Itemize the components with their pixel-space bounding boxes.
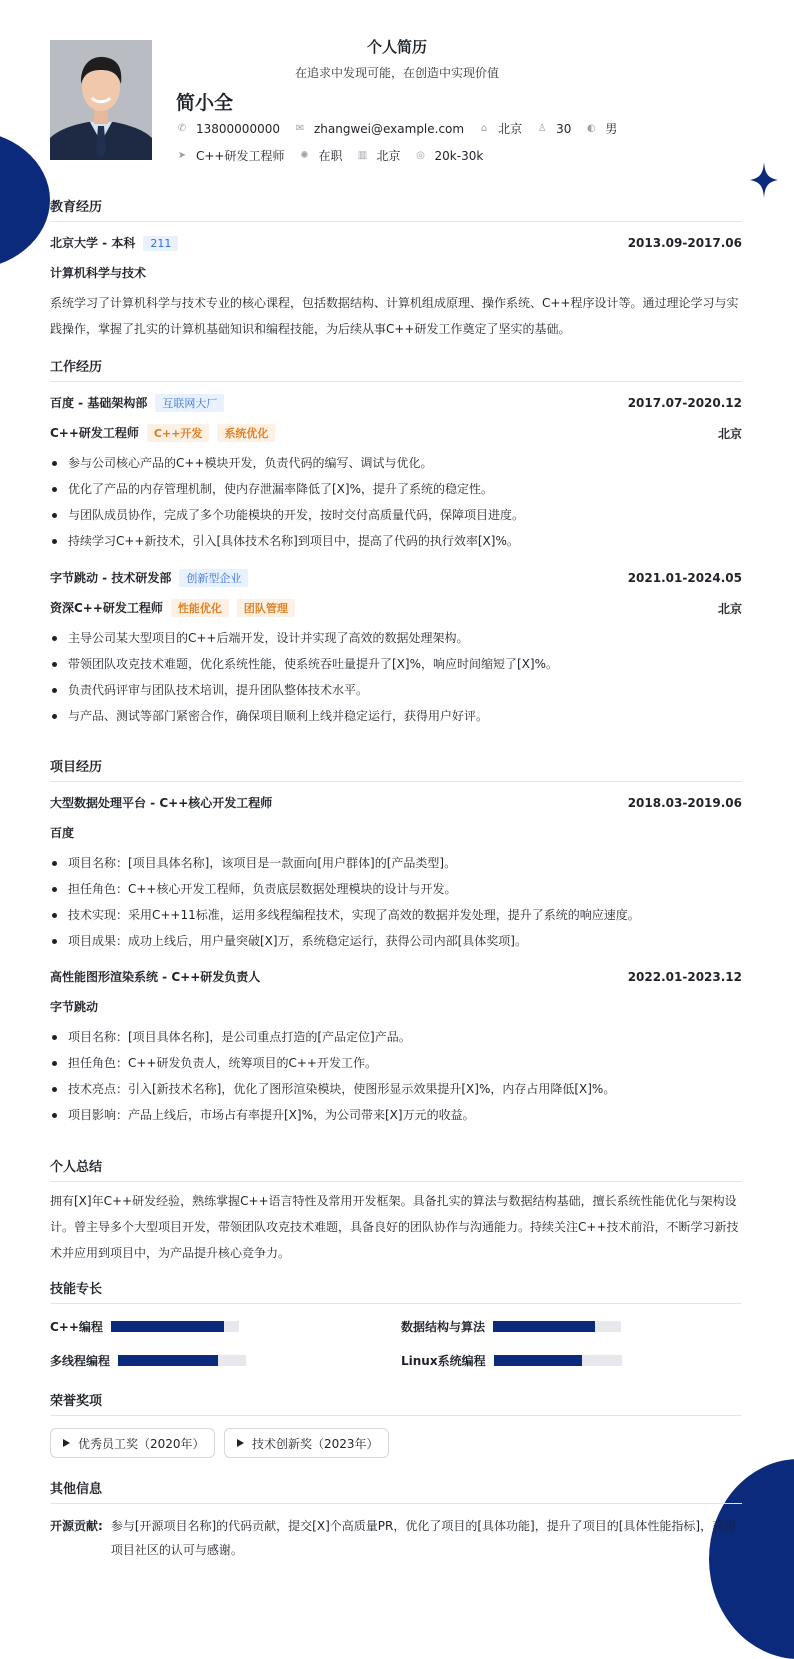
email-text: zhangwei@example.com	[313, 121, 465, 136]
section-title-other: 其他信息	[50, 1478, 742, 1504]
work-role-row	[50, 424, 742, 442]
skills-section	[50, 1278, 742, 1368]
skill-name: 数据结构与算法	[401, 1320, 486, 1334]
award-label: 技术创新奖（2023年）	[252, 1436, 379, 1451]
job-target-text: C++研发工程师	[196, 149, 285, 163]
decor-circle-top-left	[0, 130, 50, 270]
section-title-summary: 个人总结	[50, 1156, 742, 1182]
location-text: 北京	[498, 122, 523, 136]
skill-bar	[493, 1321, 621, 1332]
school-name: 北京大学 - 本科	[50, 236, 136, 250]
company-name: 字节跳动 - 技术研发部	[50, 571, 172, 585]
section-title-education: 教育经历	[50, 196, 742, 222]
skill-bar-fill	[118, 1355, 218, 1366]
motto: 在追求中发现可能，在创造中实现价值	[294, 66, 499, 80]
school-tag: 211	[143, 236, 178, 251]
list-item: 项目名称：[项目具体名称]，是公司重点打造的[产品定位]产品。	[50, 1024, 742, 1050]
skill-tag: 团队管理	[237, 599, 295, 617]
phone-text: 13800000000	[196, 121, 280, 136]
work-city: 北京	[717, 426, 742, 441]
work-bullets	[50, 450, 742, 554]
skill-item	[401, 1318, 621, 1335]
skill-item	[50, 1318, 239, 1335]
list-item: 担任角色：C++研发负责人，统筹项目的C++开发工作。	[50, 1050, 742, 1076]
list-item: 持续学习C++新技术，引入[具体技术名称]到项目中，提高了代码的执行效率[X]%。	[50, 528, 742, 554]
job-role: 资深C++研发工程师	[50, 601, 163, 615]
section-title-work: 工作经历	[50, 356, 742, 382]
work-header-row	[50, 394, 742, 412]
education-header-row	[50, 234, 742, 251]
skill-tag: C++开发	[147, 424, 210, 442]
skill-bar	[111, 1321, 239, 1332]
play-icon	[63, 1439, 70, 1447]
summary-text: 拥有[X]年C++研发经验，熟练掌握C++语言特性及常用开发框架。具备扎实的算法与数据结构基础，擅长系统性能优化与架构设计。曾主导多个大型项目开发，带领团队攻克技术难题，具备良好的团队协作与沟通能力。持续关注C++技术前沿，不断学习新技术并应用到项目中，为产品提升核心竞争力。	[50, 1194, 739, 1260]
skill-item	[401, 1352, 622, 1369]
education-desc: 系统学习了计算机科学与技术专业的核心课程，包括数据结构、计算机组成原理、操作系统、C++程序设计等。通过理论学习与实践操作，掌握了扎实的计算机基础知识和编程技能，为后续从事C++研发工作奠定了坚实的基础。	[50, 296, 739, 336]
project-period: 2022.01-2023.12	[627, 969, 742, 984]
award-item	[224, 1428, 389, 1458]
other-label: 开源贡献:	[50, 1519, 103, 1533]
skill-name: C++编程	[50, 1320, 103, 1334]
skill-name: 多线程编程	[50, 1354, 111, 1368]
list-item: 项目成果：成功上线后，用户量突破[X]万，系统稳定运行，获得公司内部[具体奖项]。	[50, 928, 742, 954]
work-section	[50, 356, 742, 723]
project-company: 字节跳动	[50, 1000, 99, 1014]
skill-item	[50, 1352, 246, 1369]
contact-row	[176, 120, 631, 137]
company-tag: 创新型企业	[179, 569, 248, 587]
list-item: 负责代码评审与团队技术培训，提升团队整体技术水平。	[50, 677, 742, 703]
skill-bar	[494, 1355, 622, 1366]
list-item: 项目名称：[项目具体名称]，该项目是一款面向[用户群体]的[产品类型]。	[50, 850, 742, 876]
avatar	[50, 40, 152, 160]
award-item	[50, 1428, 215, 1458]
job-role: C++研发工程师	[50, 426, 139, 440]
project-bullets	[50, 850, 742, 954]
list-item: 项目影响：产品上线后，市场占有率提升[X]%，为公司带来[X]万元的收益。	[50, 1102, 742, 1128]
target-city-text: 北京	[376, 149, 401, 163]
work-role-row	[50, 599, 742, 617]
project-company: 百度	[50, 826, 75, 840]
status-icon: ✺	[300, 150, 309, 161]
company-name: 百度 - 基础架构部	[50, 396, 148, 410]
other-section	[50, 1478, 742, 1557]
list-item: 优化了产品的内存管理机制，使内存泄漏率降低了[X]%，提升了系统的稳定性。	[50, 476, 742, 502]
gender-text: 男	[605, 122, 618, 136]
list-item: 担任角色：C++核心开发工程师，负责底层数据处理模块的设计与开发。	[50, 876, 742, 902]
work-period: 2017.07-2020.12	[627, 396, 742, 410]
skill-name: Linux系统编程	[401, 1354, 486, 1368]
skill-bar-fill	[493, 1321, 595, 1332]
skill-bar-fill	[111, 1321, 224, 1332]
work-city: 北京	[717, 601, 742, 616]
education-period: 2013.09-2017.06	[627, 235, 742, 250]
skill-bar-fill	[494, 1355, 582, 1366]
company-tag: 互联网大厂	[155, 394, 224, 412]
section-title-skills: 技能专长	[50, 1278, 742, 1304]
section-title-project: 项目经历	[50, 756, 742, 782]
list-item: 参与公司核心产品的C++模块开发，负责代码的编写、调试与优化。	[50, 450, 742, 476]
work-header-row	[50, 569, 742, 587]
send-icon: ➤	[177, 150, 187, 161]
salary-text: 20k-30k	[434, 148, 484, 163]
skill-tag: 性能优化	[171, 599, 229, 617]
project-title: 高性能图形渲染系统 - C++研发负责人	[50, 970, 261, 984]
skill-bar	[118, 1355, 246, 1366]
list-item: 与团队成员协作，完成了多个功能模块的开发，按时交付高质量代码，保障项目进度。	[50, 502, 742, 528]
education-section	[50, 196, 742, 336]
intent-row	[176, 147, 497, 164]
star-icon	[750, 162, 778, 198]
project-header-row	[50, 968, 742, 985]
list-item: 技术亮点：引入[新技术名称]，优化了图形渲染模块，使图形显示效果提升[X]%，内存占用降低[X]%。	[50, 1076, 742, 1102]
section-title-awards: 荣誉奖项	[50, 1390, 742, 1416]
major: 计算机科学与技术	[50, 266, 147, 280]
list-item: 主导公司某大型项目的C++后端开发，设计并实现了高效的数据处理架构。	[50, 625, 742, 651]
page-title: 个人简历	[366, 38, 427, 56]
project-period: 2018.03-2019.06	[627, 795, 742, 810]
list-item: 与产品、测试等部门紧密合作，确保项目顺利上线并稳定运行，获得用户好评。	[50, 703, 742, 729]
list-item: 技术实现：采用C++11标准，运用多线程编程技术，实现了高效的数据并发处理，提升了系统的响应速度。	[50, 902, 742, 928]
work-period: 2021.01-2024.05	[627, 571, 742, 585]
project-bullets	[50, 1024, 742, 1128]
play-icon	[237, 1439, 244, 1447]
money-icon: ◎	[416, 150, 425, 161]
project-section	[50, 756, 742, 1122]
building-icon: ▥	[357, 150, 368, 161]
other-text: 参与[开源项目名称]的代码贡献，提交[X]个高质量PR，优化了项目的[具体功能]，提升了项目的[具体性能指标]，获得项目社区的认可与感谢。	[110, 1519, 737, 1557]
work-bullets	[50, 625, 742, 729]
status-text: 在职	[318, 149, 343, 163]
home-icon: ⌂	[480, 123, 488, 134]
summary-section	[50, 1156, 742, 1260]
list-item: 带领团队攻克技术难题，优化系统性能，使系统吞吐量提升了[X]%，响应时间缩短了[X]%。	[50, 651, 742, 677]
project-header-row	[50, 794, 742, 811]
age-text: 30	[556, 121, 572, 136]
other-row	[50, 1514, 742, 1562]
awards-section	[50, 1390, 742, 1451]
mail-icon: ✉	[295, 123, 305, 134]
project-title: 大型数据处理平台 - C++核心开发工程师	[50, 796, 273, 810]
skill-tag: 系统优化	[217, 424, 275, 442]
candidate-name: 简小全	[176, 92, 234, 114]
gender-icon: ◐	[587, 123, 596, 134]
phone-icon: ✆	[177, 123, 187, 134]
person-icon: ♙	[537, 123, 547, 134]
award-label: 优秀员工奖（2020年）	[78, 1436, 205, 1451]
